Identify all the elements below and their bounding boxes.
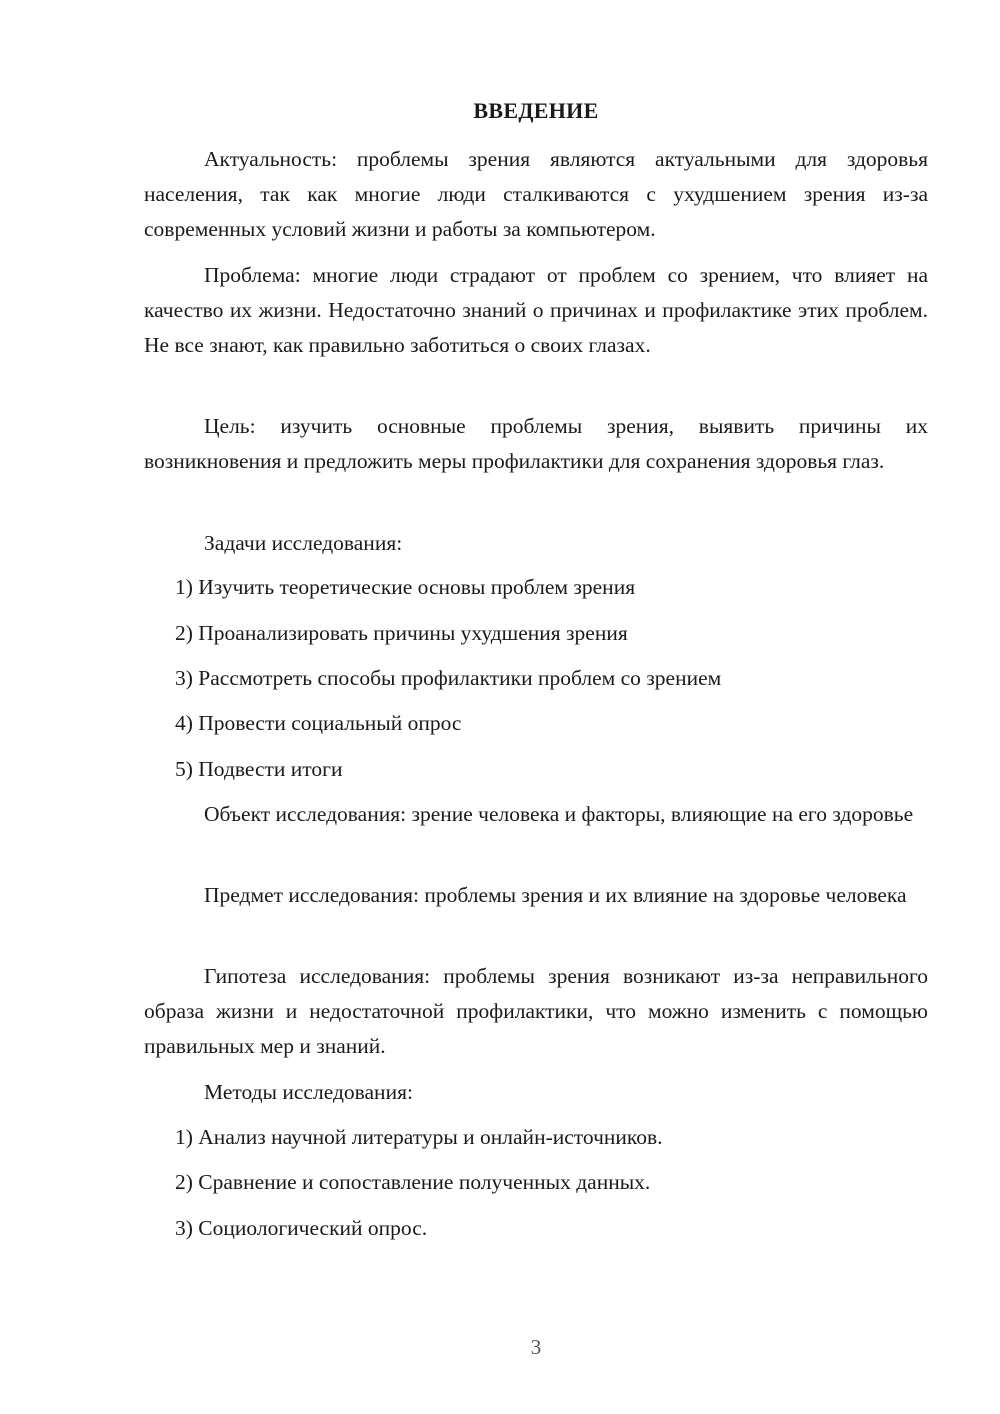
page-number: 3 [530,1335,542,1359]
goal-paragraph: Цель: изучить основные проблемы зрения, выявить причины их возникновения и предложить меры профилактики для сохранения здоровья глаз. [144,414,928,473]
method-item-1: 1) Анализ научной литературы и онлайн-источников. [175,1125,663,1149]
task-item-2: 2) Проанализировать причины ухудшения зрения [175,621,628,645]
task-item-3: 3) Рассмотреть способы профилактики проблем со зрением [175,666,722,690]
problem-paragraph: Проблема: многие люди страдают от проблем со зрением, что влияет на качество их жизни. Недостаточно знаний о причинах и профилактике этих проблем. Не все знают, как правильно заботиться о своих глазах. [144,263,928,357]
object-paragraph: Объект исследования: зрение человека и факторы, влияющие на его здоровье [204,802,914,826]
tasks-heading: Задачи исследования: [204,531,403,555]
method-item-3: 3) Социологический опрос. [175,1216,428,1240]
relevance-paragraph: Актуальность: проблемы зрения являются актуальными для здоровья населения, так как многие люди сталкиваются с ухудшением зрения из-за современных условий жизни и работы за компьютером. [144,147,928,241]
task-item-1: 1) Изучить теоретические основы проблем зрения [175,575,636,599]
subject-paragraph: Предмет исследования: проблемы зрения и их влияние на здоровье человека [204,883,907,907]
methods-heading: Методы исследования: [204,1080,413,1104]
task-item-4: 4) Провести социальный опрос [175,711,462,735]
page-title: ВВЕДЕНИЕ [473,98,599,123]
task-item-5: 5) Подвести итоги [175,757,343,781]
method-item-2: 2) Сравнение и сопоставление полученных данных. [175,1170,651,1194]
hypothesis-paragraph: Гипотеза исследования: проблемы зрения возникают из-за неправильного образа жизни и недостаточной профилактики, что можно изменить с помощью правильных мер и знаний. [144,964,928,1058]
